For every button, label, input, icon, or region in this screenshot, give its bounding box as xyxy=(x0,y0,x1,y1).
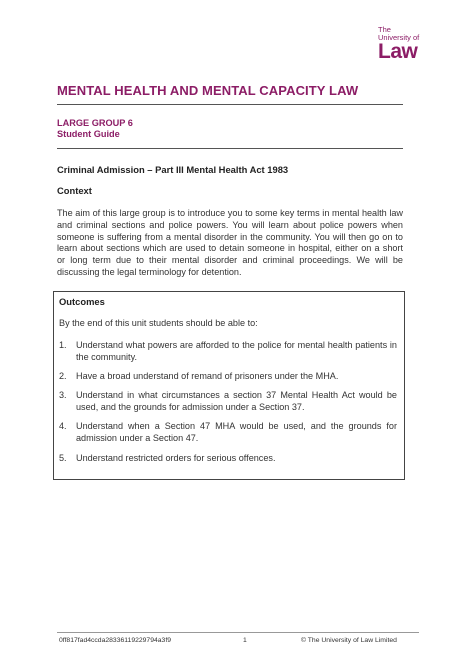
document-title: MENTAL HEALTH AND MENTAL CAPACITY LAW xyxy=(57,83,359,98)
outcome-item xyxy=(59,421,397,445)
page-number: 1 xyxy=(243,637,247,644)
outcome-number: 1. xyxy=(59,340,67,350)
outcome-item xyxy=(59,371,397,383)
group-block xyxy=(57,118,133,140)
guide-label: Student Guide xyxy=(57,129,120,139)
footer-doc-id: 0ff817fad4ccda28336119229794a3f9 xyxy=(59,637,172,644)
outcome-number: 3. xyxy=(59,390,67,401)
group-label: LARGE GROUP 6 xyxy=(57,118,133,128)
university-logo xyxy=(378,26,448,62)
logo-line-2: University of xyxy=(378,33,420,42)
section-heading: Criminal Admission – Part III Mental Health Act 1983 xyxy=(57,164,289,175)
outcome-text: Understand restricted orders for serious offences. xyxy=(76,452,276,463)
outcome-item xyxy=(59,453,397,465)
outcome-item xyxy=(59,390,397,414)
title-divider xyxy=(57,104,403,105)
outcomes-heading: Outcomes xyxy=(59,296,105,307)
footer-copyright: © The University of Law Limited xyxy=(301,637,397,644)
outcome-text: Understand what powers are afforded to the police for mental health patients in the community. xyxy=(76,340,397,362)
outcome-text: Understand in what circumstances a section 37 Mental Health Act would be used, and the grounds for admission under a Section 37. xyxy=(76,390,397,413)
context-paragraph: The aim of this large group is to introduce you to some key terms in mental health law and criminal sections and police powers. You will learn about police powers when someone is suffering from a mental disorder in the community. You will then go on to learn about sections which are used to detain someone in hospital, either on a short or long term due to their mental disorder and criminal proceedings. We will be discussing the legal terminology for detention. xyxy=(57,208,403,277)
outcomes-list xyxy=(59,340,397,472)
outcome-text: Have a broad understand of remand of prisoners under the MHA. xyxy=(76,371,339,382)
outcome-number: 2. xyxy=(59,371,67,382)
outcome-number: 5. xyxy=(59,452,67,463)
outcomes-intro: By the end of this unit students should be able to: xyxy=(59,318,258,328)
context-heading: Context xyxy=(57,185,92,196)
outcome-text: Understand when a Section 47 MHA would be used, and the grounds for admission under a Section 47. xyxy=(76,421,397,444)
logo-line-1: The xyxy=(378,25,391,34)
outcome-item xyxy=(59,340,397,364)
header-divider xyxy=(57,148,403,149)
outcomes-box xyxy=(53,291,405,480)
logo-line-3: Law xyxy=(378,40,418,63)
outcome-number: 4. xyxy=(59,421,67,432)
footer-divider xyxy=(57,632,419,633)
